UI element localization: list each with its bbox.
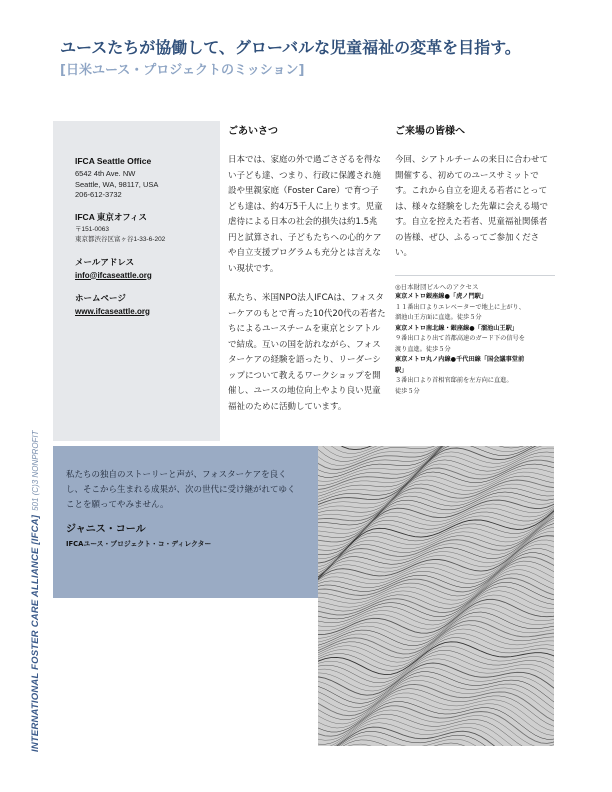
access-info (395, 275, 555, 397)
greeting-title: ごあいさつ (228, 126, 278, 137)
page-subheadline: [日米ユース・プロジェクトのミッション] (60, 63, 305, 78)
greeting-paragraph: 私たち、米国NPO法人IFCAは、フォスターケアのもとで育った10代20代の若者たちによるユースチームを東京とシアトルで結成。互いの国を訪れながら、フォスターケアの経験を語ったり、リーダーシップについて教えるワークショップを開催し、ユースの地位向上やより良い児童福祉のために活動しています。 (228, 293, 386, 412)
mail-title: メールアドレス (75, 256, 135, 267)
quote-text: 私たちの独自のストーリーと声が、フォスターケアを良くし、そこから生まれる成果が、次の世代に受け継がれてゆくことを願ってやみません。 (66, 470, 296, 510)
tokyo-office-block (75, 211, 220, 246)
greeting-column (228, 125, 386, 415)
line-art-illustration (318, 446, 554, 746)
seattle-office-block (75, 155, 220, 201)
contact-panel (53, 121, 220, 441)
seattle-address-line: 6542 4th Ave. NW (75, 169, 136, 178)
quote-author: ジャニス・コール (66, 524, 146, 535)
mail-link[interactable]: info@ifcaseattle.org (75, 270, 152, 280)
vertical-org-label (30, 430, 41, 752)
tokyo-address: 東京都渋谷区富ヶ谷1-33-6-202 (75, 236, 166, 243)
org-name: INTERNATIONAL FOSTER CARE ALLIANCE [IFCA] (30, 514, 41, 752)
web-link[interactable]: www.ifcaseattle.org (75, 306, 150, 316)
web-block (75, 292, 220, 318)
visitors-title: ご来場の皆様へ (395, 126, 465, 137)
visitors-column (395, 125, 553, 262)
access-direction: 徒歩５分 (395, 387, 420, 395)
seattle-address-line: Seattle, WA, 98117, USA (75, 179, 159, 189)
access-station: 東京メトロ銀座線●「虎ノ門駅」 (395, 293, 488, 300)
web-title: ホームページ (75, 292, 126, 303)
access-direction: 溜池山王方面に直進。徒歩５分 (395, 314, 482, 321)
wavy-line-art (318, 446, 554, 746)
visitors-paragraph: 今回、シアトルチームの来日に合わせて開催する、初めてのユースサミットです。これから自立を迎える若者にとっては、様々な経験をした先輩に会える場です。自立を控えた若者、児童福祉関係者の皆様、ぜひ、ふるってご参加ください。 (395, 155, 549, 258)
seattle-phone: 206-612-3732 (75, 190, 122, 199)
access-station: 東京メトロ南北線・銀座線●「溜池山王駅」 (395, 324, 518, 332)
access-direction: 渡り直進。徒歩５分 (395, 345, 451, 353)
seattle-office-title: IFCA Seattle Office (75, 156, 152, 166)
access-title: ◎日本財団ビルへのアクセス (395, 283, 479, 291)
access-direction: １１番出口よりエレベーターで地上に上がり、 (395, 303, 525, 311)
quote-panel (53, 446, 318, 598)
access-station: 東京メトロ丸ノ内線●千代田線「国会議事堂前 (395, 356, 525, 363)
tokyo-office-title: IFCA 東京オフィス (75, 211, 147, 222)
org-status: 501 (C)3 NONPROFIT (31, 430, 40, 511)
access-lines (395, 292, 555, 397)
access-station: 駅」 (395, 366, 408, 374)
greeting-paragraph: 日本では、家庭の外で過ごさざるを得ない子ども達、つまり、行政に保護され施設や里親家庭（Foster Care）で育つ子ども達は、約4万5千人に上ります。児童虐待による日本の社会的損失は約1.5兆円と試算され、子どもたちへの心的ケアや自立支援プログラムも充分とは言えない現状です。 (228, 155, 383, 274)
quote-author-role: IFCAユース・プロジェクト・コ・ディレクター (66, 540, 212, 548)
access-direction: ９番出口より出て首都高速のガード下の信号を (395, 335, 525, 342)
access-direction: ３番出口より首相官邸前を左方向に直進。 (395, 377, 513, 384)
page-headline: ユースたちが協働して、グローバルな児童福祉の変革を目指す。 (60, 38, 521, 57)
mail-block (75, 256, 220, 282)
tokyo-postal-code: 〒151-0063 (75, 225, 109, 233)
